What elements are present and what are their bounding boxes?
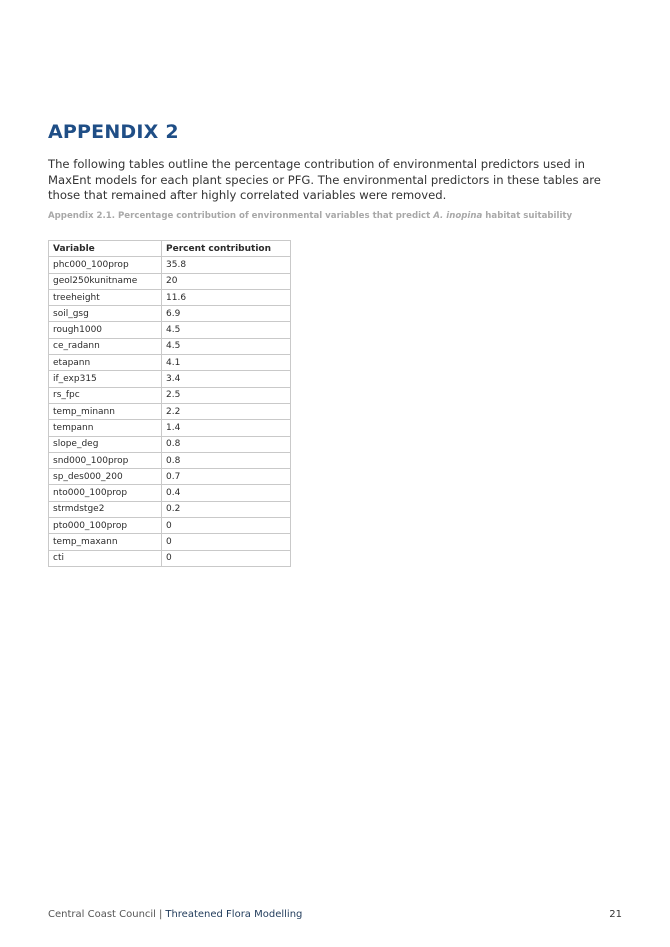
cell-variable: sp_des000_200 [49, 469, 162, 485]
cell-percent: 0 [162, 534, 291, 550]
cell-percent: 6.9 [162, 306, 291, 322]
cell-percent: 0 [162, 518, 291, 534]
cell-percent: 3.4 [162, 371, 291, 387]
caption-prefix: Appendix 2.1. Percentage contribution of environmental variables that predict [48, 211, 434, 221]
table-row [49, 420, 291, 436]
cell-percent: 0.2 [162, 501, 291, 517]
table-caption [48, 211, 648, 221]
table-row [49, 289, 291, 305]
cell-variable: slope_deg [49, 436, 162, 452]
cell-variable: strmdstge2 [49, 501, 162, 517]
cell-variable: nto000_100prop [49, 485, 162, 501]
table-row [49, 306, 291, 322]
table-row [49, 371, 291, 387]
table-row [49, 355, 291, 371]
table-row [49, 273, 291, 289]
table-row [49, 534, 291, 550]
cell-percent: 35.8 [162, 257, 291, 273]
page-number: 21 [609, 909, 622, 920]
table-row [49, 518, 291, 534]
cell-percent: 11.6 [162, 289, 291, 305]
cell-variable: treeheight [49, 289, 162, 305]
table-header-row [49, 241, 291, 257]
intro-paragraph: The following tables outline the percentage contribution of environmental predictors used in MaxEnt models for each plant species or PFG. The environmental predictors in these tables are those that remained after highly correlated variables were removed. [48, 157, 601, 202]
table-row [49, 436, 291, 452]
table-row [49, 469, 291, 485]
footer-organisation: Central Coast Council [48, 909, 156, 920]
cell-variable: rs_fpc [49, 387, 162, 403]
cell-percent: 0 [162, 550, 291, 566]
table-row [49, 387, 291, 403]
cell-variable: tempann [49, 420, 162, 436]
cell-variable: phc000_100prop [49, 257, 162, 273]
cell-variable: snd000_100prop [49, 452, 162, 468]
footer-document-title: Threatened Flora Modelling [165, 909, 303, 920]
cell-variable: soil_gsg [49, 306, 162, 322]
caption-species: A. inopina [433, 211, 483, 221]
cell-percent: 4.1 [162, 355, 291, 371]
cell-percent: 1.4 [162, 420, 291, 436]
cell-percent: 2.2 [162, 403, 291, 419]
table-row [49, 403, 291, 419]
cell-variable: cti [49, 550, 162, 566]
cell-variable: temp_maxann [49, 534, 162, 550]
cell-variable: ce_radann [49, 338, 162, 354]
footer-separator: | [158, 909, 163, 920]
table-row [49, 501, 291, 517]
table-body [49, 257, 291, 567]
table-row [49, 485, 291, 501]
cell-percent: 0.8 [162, 452, 291, 468]
cell-percent: 0.7 [162, 469, 291, 485]
page-footer [48, 909, 622, 920]
column-header-variable: Variable [49, 241, 162, 257]
table-row [49, 338, 291, 354]
cell-percent: 20 [162, 273, 291, 289]
cell-variable: etapann [49, 355, 162, 371]
cell-variable: if_exp315 [49, 371, 162, 387]
cell-variable: temp_minann [49, 403, 162, 419]
cell-percent: 4.5 [162, 322, 291, 338]
appendix-heading: APPENDIX 2 [48, 121, 179, 143]
contribution-table [48, 240, 291, 567]
table-row [49, 257, 291, 273]
caption-suffix: habitat suitability [482, 211, 573, 221]
cell-percent: 2.5 [162, 387, 291, 403]
table-row [49, 550, 291, 566]
cell-percent: 4.5 [162, 338, 291, 354]
table-row [49, 452, 291, 468]
cell-variable: rough1000 [49, 322, 162, 338]
table-row [49, 322, 291, 338]
cell-percent: 0.8 [162, 436, 291, 452]
cell-percent: 0.4 [162, 485, 291, 501]
cell-variable: pto000_100prop [49, 518, 162, 534]
cell-variable: geol250kunitname [49, 273, 162, 289]
column-header-percent: Percent contribution [162, 241, 291, 257]
